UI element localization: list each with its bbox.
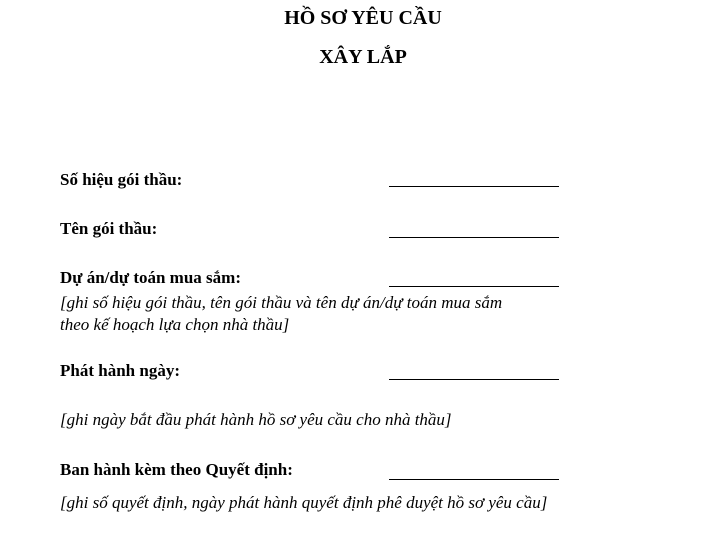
- field-label-issue-date: Phát hành ngày:: [60, 361, 180, 380]
- note-project-line-1: [ghi số hiệu gói thầu, tên gói thầu và tên dự án/dự toán mua sắm: [60, 293, 503, 312]
- field-blank-package-number: [389, 186, 559, 187]
- field-label-project: Dự án/dự toán mua sắm:: [60, 268, 241, 287]
- note-decision: [ghi số quyết định, ngày phát hành quyết định phê duyệt hồ sơ yêu cầu]: [60, 493, 548, 512]
- field-blank-package-name: [389, 237, 559, 238]
- field-blank-decision: [389, 479, 559, 480]
- note-project-line-2: theo kế hoạch lựa chọn nhà thầu]: [60, 315, 290, 334]
- document-title-line-2: XÂY LẮP: [319, 46, 407, 68]
- document-title-line-1: HỒ SƠ YÊU CẦU: [284, 7, 442, 29]
- field-label-package-name: Tên gói thầu:: [60, 219, 158, 238]
- field-label-package-number: Số hiệu gói thầu:: [60, 170, 183, 189]
- field-label-decision: Ban hành kèm theo Quyết định:: [60, 460, 293, 479]
- field-blank-issue-date: [389, 379, 559, 380]
- note-issue-date: [ghi ngày bắt đầu phát hành hồ sơ yêu cầu cho nhà thầu]: [60, 410, 452, 429]
- field-blank-project: [389, 286, 559, 287]
